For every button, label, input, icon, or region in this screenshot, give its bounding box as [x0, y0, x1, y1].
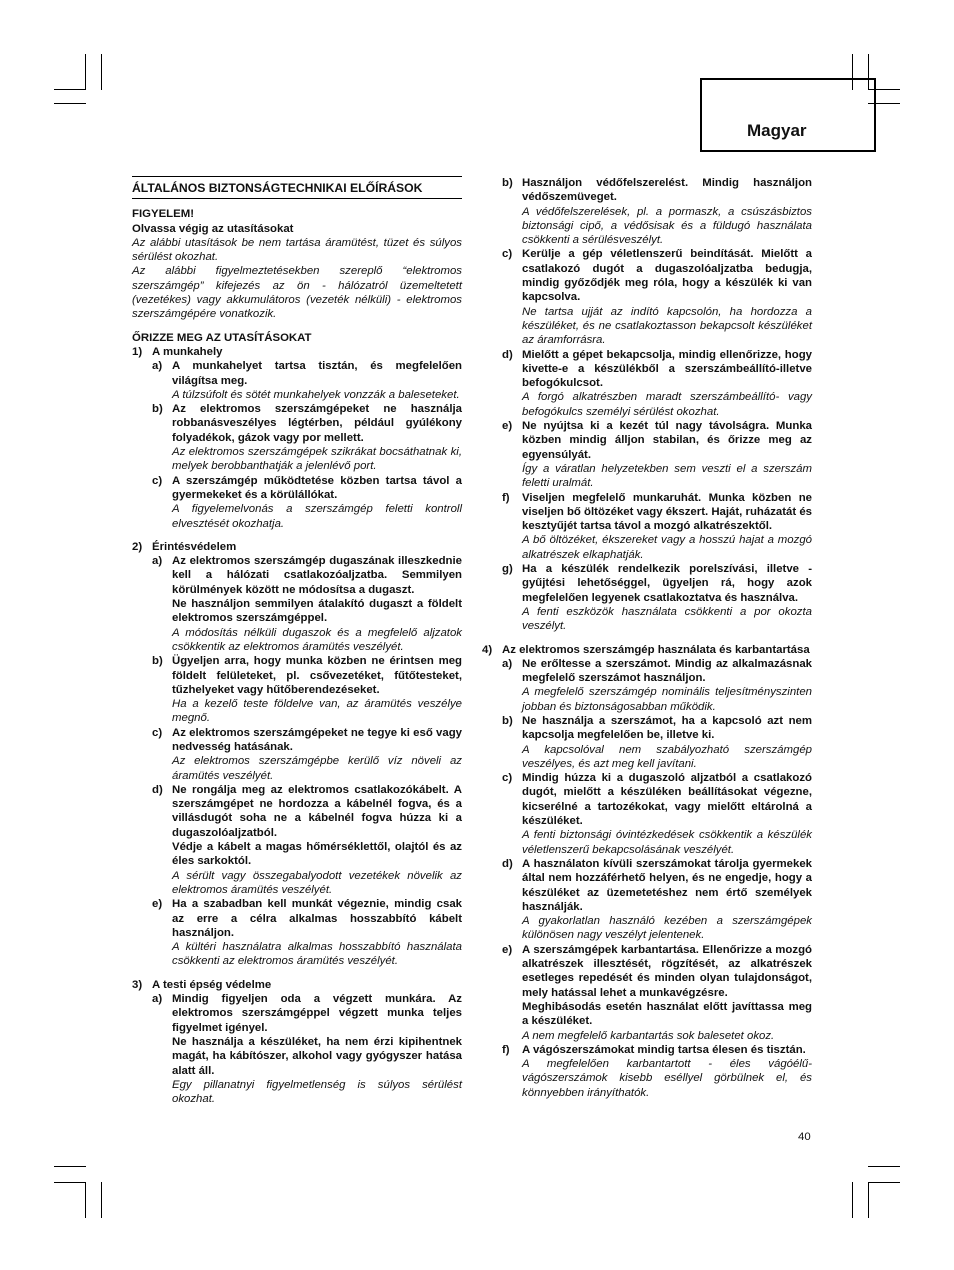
list-item: f) Viseljen megfelelő munkaruhát. Munka közben ne viseljen bő öltözéket vagy ékszert. Haját, ruházatát és kesztyűjét tartsa távol a mozgó alkatrészektől. A bő öltözéket, ékszereket vagy a hosszú hajat a mozgó alkatrészek elkaphatják.	[502, 491, 812, 561]
warning-heading: FIGYELEM!	[132, 208, 195, 221]
section-heading: 3) A testi épség védelme	[132, 978, 272, 991]
crop-mark	[868, 1182, 900, 1183]
read-all-heading: Olvassa végig az utasításokat	[132, 222, 294, 235]
list-item: d) Mielőtt a gépet bekapcsolja, mindig ellenőrizze, hogy kivette-e a készülékből a szerszámbeállító-illetve befogókulcsot. A forgó alkatrészben maradt szerszámbeállító- vagy befogókulcs személyi sérülést okozhat.	[502, 348, 812, 418]
crop-mark	[101, 54, 102, 90]
list-item: d) Ne rongálja meg az elektromos csatlakozókábelt. A szerszámgépet ne hordozza a kábelnél fogva, és a villásdugót soha ne a kábelnél fogva húzza ki a dugaszolóaljzatból. Védje a kábelt a magas hőmérséklettől, olajtól és az éles sarkoktól. A sérült vagy összegabalyodott vezetékek növelik az elektromos áramütés veszélyét.	[152, 783, 462, 896]
list-item: c) Kerülje a gép véletlenszerű beindítását. Mielőtt a csatlakozó dugót a dugaszolóaljzatba bedugja, mindig győződjék meg róla, hogy a készülék ki van kapcsolva. Ne tartsa ujját az indító kapcsolón, ha hordozza a készüléket, és ne csatlakoztasson bekapcsolt készüléket az áramforrásra.	[502, 248, 812, 347]
crop-mark	[54, 1182, 86, 1183]
crop-mark	[85, 1182, 86, 1218]
crop-mark	[852, 1182, 853, 1218]
list-item: e) Ne nyújtsa ki a kezét túl nagy távolságra. Munka közben mindig álljon stabilan, és őrizze meg az egyensúlyát. Így a váratlan helyzetekben sem veszti el a szerszám feletti uralmát.	[502, 420, 812, 490]
list-item: b) Az elektromos szerszámgépeket ne használja robbanásveszélyes légtérben, például gyúlékony folyadékok, gázok vagy por mellett. Az elektromos szerszámgépek szikrákat bocsáthatnak ki, melyek berobbanthatják a jelenlévő port.	[152, 403, 462, 473]
crop-mark	[101, 1182, 102, 1218]
section-title: ÁLTALÁNOS BIZTONSÁGTECHNIKAI ELŐÍRÁSOK	[132, 176, 462, 199]
crop-mark	[54, 89, 86, 90]
intro-paragraph: Az alábbi figyelmeztetésekben szereplő “elektromos szerszámgép” kifejezés az ön - hálózatról üzemeltetett (vezetékes) vagy akkumulátoros (vezeték nélküli) - elektromos szerszámgépére vonatkozik.	[132, 265, 462, 321]
page-number: 40	[798, 1131, 811, 1143]
list-item: a) Az elektromos szerszámgép dugaszának illeszkednie kell a hálózati csatlakozóaljzatba. Semmilyen körülmények között ne módosítsa a dugaszt. Ne használjon semmilyen átalakító dugaszt a földelt elektromos szerszámgéppel. A módosítás nélküli dugaszok és a megfelelő aljzatok csökkentik az elektromos áramütés veszélyét.	[152, 555, 462, 653]
intro-paragraph: Az alábbi utasítások be nem tartása áramütést, tüzet és súlyos sérülést okozhat.	[132, 236, 462, 264]
list-item: c) Mindig húzza ki a dugaszoló aljzatból a csatlakozó dugót, mielőtt a készüléken beállításokat végezne, kicserélné a tartozékokat, vagy mielőtt eltárolná a készüléket. A fenti biztonsági óvintézkedések csökkentik a készülék véletlenszerű bekapcsolásának veszélyét.	[502, 772, 812, 856]
list-item: b) Ügyeljen arra, hogy munka közben ne érintsen meg földelt felületeket, pl. csővezetéket, fűtőtesteket, tűzhelyeket vagy hűtőberendezéseket. Ha a kezelő teste földelve van, az áramütés veszélye megnő.	[152, 655, 462, 725]
section-heading: 2) Érintésvédelem	[132, 540, 237, 553]
language-label: Magyar	[747, 121, 807, 140]
section-heading: 4) Az elektromos szerszámgép használata és karbantartása	[482, 643, 810, 656]
list-item: c) Az elektromos szerszámgépeket ne tegye ki eső vagy nedvesség hatásának. Az elektromos szerszámgépbe kerülő víz növeli az áramütés veszélyét.	[152, 726, 462, 782]
list-item: d) A használaton kívüli szerszámokat tárolja gyermekek által nem hozzáférhető helyen, és ne engedje, hogy a készüléket az üzemetetéshez nem értő személyek használják. A gyakorlatlan használó kezében a szerszámgépek különösen nagy veszélyt jelentenek.	[502, 857, 812, 942]
crop-mark	[85, 54, 86, 90]
list-item: f) A vágószerszámokat mindig tartsa élesen és tisztán. A megfelelően karbantartott - éles vágóélű-vágószerszámok kisebb eséllyel görbülnek el, és könnyebben irányíthatók.	[502, 1043, 812, 1099]
list-item: e) Ha a szabadban kell munkát végeznie, mindig csak az erre a célra alkalmas hosszabbító kábelt használjon. A kültéri használatra alkalmas hosszabbító használata csökkenti az elektromos áramütés veszélyét.	[152, 898, 462, 968]
list-item: b) Használjon védőfelszerelést. Mindig használjon védőszemüveget. A védőfelszerelések, pl. a pormaszk, a csúszásbiztos biztonsági cipő, a védősisak és a füldugó használata csökkenti a sérülésveszélyt.	[502, 177, 812, 247]
crop-mark	[868, 1182, 869, 1218]
list-item: a) A munkahelyet tartsa tisztán, és megfelelően világítsa meg. A túlzsúfolt és sötét munkahelyek vonzzák a baleseteket.	[152, 360, 462, 401]
section-heading: 1) A munkahely	[132, 345, 223, 358]
list-item: e) A szerszámgépek karbantartása. Ellenőrizze a mozgó alkatrészek illesztését, rögzítését, az alkatrészek esetleges repedését és minden olyan tulajdonságot, mely hatással lehet a munkavégzésre. Meghibásodás esetén használat előtt javíttassa meg a készüléket. A nem megfelelő karbantartás sok balesetet okoz.	[502, 943, 812, 1042]
language-box	[700, 78, 876, 152]
list-item: c) A szerszámgép működtetése közben tartsa távol a gyermekeket és a körülállókat. A figyelemelvonás a szerszámgép feletti kontroll elvesztését okozhatja.	[152, 474, 462, 530]
right-column	[482, 176, 812, 1100]
crop-mark	[54, 103, 86, 104]
left-column	[132, 176, 462, 1106]
crop-mark	[868, 1166, 900, 1167]
keep-instructions-heading: ŐRIZZE MEG AZ UTASÍTÁSOKAT	[132, 331, 312, 344]
list-item: a) Mindig figyeljen oda a végzett munkára. Az elektromos szerszámgéppel végzett munka teljes figyelmet igényel. Ne használja a készüléket, ha nem érzi kipihentnek magát, ha kábítószer, alkohol vagy gyógyszer hatása alatt áll. Egy pillanatnyi figyelmetlenség is súlyos sérülést okozhat.	[152, 993, 462, 1106]
list-item: a) Ne erőltesse a szerszámot. Mindig az alkalmazásnak megfelelő szerszámot használjon. A megfelelő szerszámgép nominális teljesítményszinten jobban és biztonságosabban működik.	[502, 657, 812, 713]
list-item: g) Ha a készülék rendelkezik porelszívási, illetve -gyűjtési lehetőséggel, ügyeljen rá, hogy azok megfelelően legyenek csatlakoztatva és használva. A fenti eszközök használata csökkenti a por okozta veszélyt.	[502, 563, 812, 633]
crop-mark	[54, 1166, 86, 1167]
list-item: b) Ne használja a szerszámot, ha a kapcsoló azt nem kapcsolja megfelelően be, illetve ki. A kapcsolóval nem szabályozható szerszámgép veszélyes, és azt meg kell javítani.	[502, 714, 812, 770]
